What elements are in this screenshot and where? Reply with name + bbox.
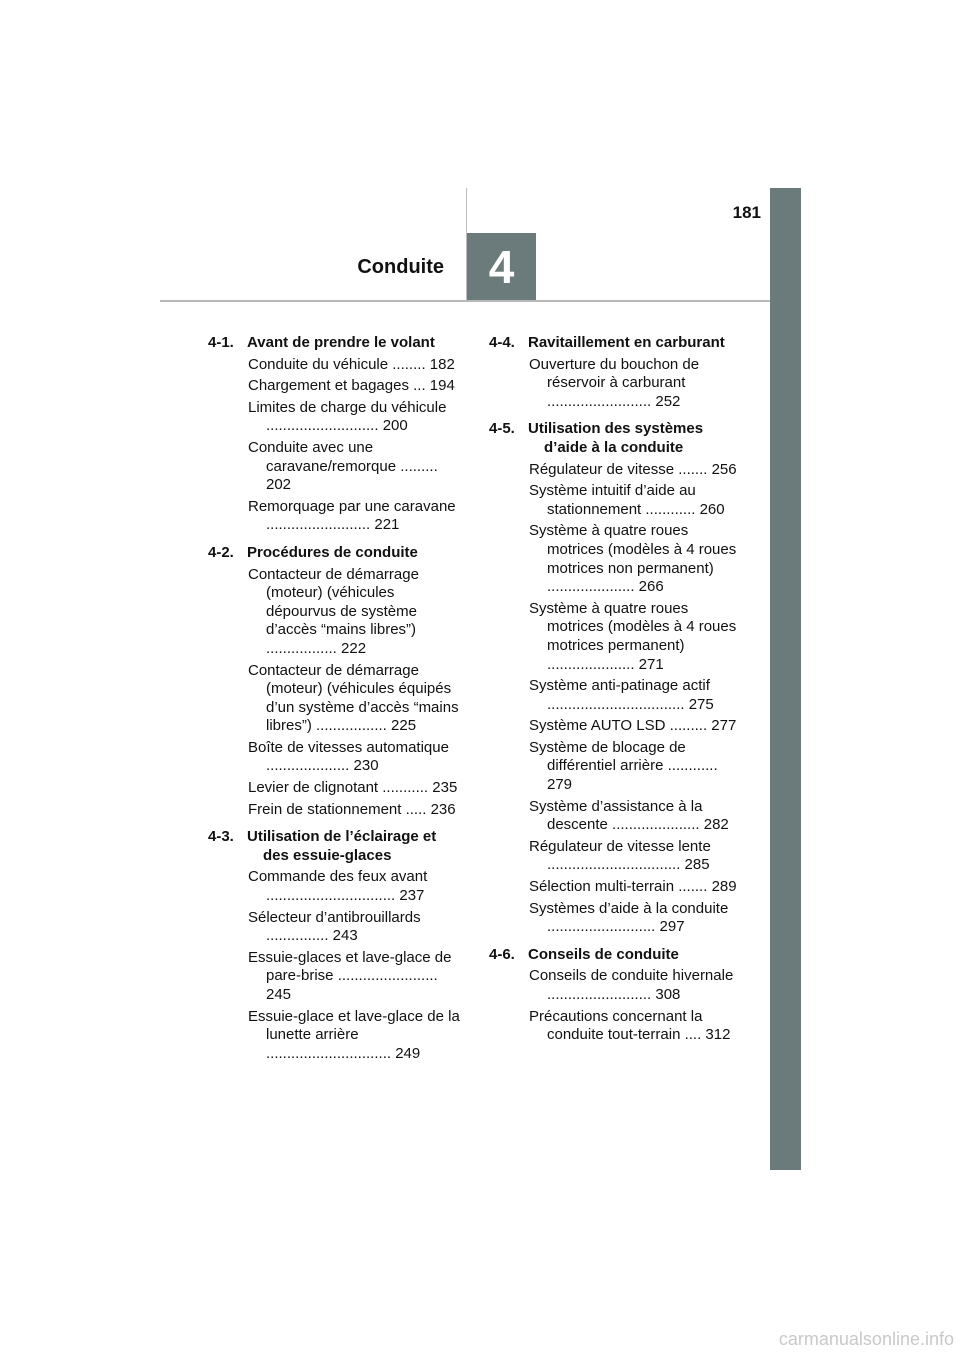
toc-section [208, 828, 460, 865]
section-number: 4-6. [489, 945, 515, 963]
toc-section [489, 946, 741, 965]
section-number: 4-2. [208, 543, 234, 561]
chapter-side-tab [770, 188, 801, 1170]
toc-entry[interactable]: Essuie-glace et lave-glace de la lunette arrière .............................. 249 [248, 1007, 460, 1062]
toc-entry[interactable]: Système AUTO LSD ......... 277 [529, 717, 737, 735]
toc-entry[interactable]: Régulateur de vitesse ....... 256 [529, 460, 737, 478]
toc-entry[interactable]: Chargement et bagages ... 194 [248, 377, 455, 395]
toc-entry[interactable]: Conduite avec une caravane/remorque ......... 202 [248, 438, 438, 494]
toc-column-left [208, 334, 460, 1072]
toc-entry[interactable]: Système d’assistance à la descente ..................... 282 [529, 797, 729, 834]
toc-entry[interactable]: Conduite du véhicule ........ 182 [248, 355, 455, 373]
toc-entry[interactable]: Sélection multi-terrain ....... 289 [529, 878, 737, 896]
toc-section [489, 420, 741, 457]
toc-entry[interactable]: Conseils de conduite hivernale ......................... 308 [529, 967, 734, 1003]
section-number: 4-5. [489, 420, 515, 438]
toc-section [489, 334, 741, 353]
toc-column-right [489, 334, 741, 1054]
toc-entry[interactable]: Remorquage par une caravane ......................... 221 [248, 497, 456, 534]
toc-entry[interactable]: Commande des feux avant ............................... 237 [248, 868, 428, 905]
toc-section [208, 334, 460, 353]
toc-entry[interactable]: Système anti-patinage actif ................................. 275 [529, 677, 714, 713]
toc-entry[interactable]: Précautions concernant la conduite tout-terrain .... 312 [529, 1007, 731, 1044]
chapter-number: 4 [488, 240, 515, 293]
toc-entry[interactable]: Système à quatre roues motrices (modèles à 4 roues motrices non permanent) ..................... 266 [529, 522, 737, 596]
toc-entry[interactable]: Système à quatre roues motrices (modèles à 4 roues motrices permanent) ..................... 271 [529, 599, 737, 673]
toc-entry[interactable]: Levier de clignotant ........... 235 [248, 779, 458, 797]
section-title[interactable]: Utilisation de l’éclairage et des essuie-glaces [247, 828, 437, 864]
section-number: 4-1. [208, 334, 234, 351]
toc-entry[interactable]: Sélecteur d’antibrouillards ............... 243 [248, 908, 421, 945]
toc-entry[interactable]: Limites de charge du véhicule ........................... 200 [248, 398, 447, 435]
section-number: 4-4. [489, 334, 515, 351]
section-number: 4-3. [208, 828, 234, 846]
section-title[interactable]: Procédures de conduite [247, 543, 418, 561]
toc-section [208, 544, 460, 563]
toc-entry[interactable]: Frein de stationnement ..... 236 [248, 800, 456, 818]
section-title[interactable]: Utilisation des systèmes d’aide à la conduite [528, 420, 704, 456]
toc-entry[interactable]: Boîte de vitesses automatique .................... 230 [248, 738, 449, 775]
toc-entry[interactable]: Systèmes d’aide à la conduite .......................... 297 [529, 899, 729, 936]
section-title[interactable]: Ravitaillement en carburant [528, 334, 725, 351]
toc-entry[interactable]: Essuie-glaces et lave-glace de pare-brise ........................ 245 [248, 948, 452, 1003]
toc-entry[interactable]: Contacteur de démarrage (moteur) (véhicules équipés d’un système d’accès “mains libres”) ................. 225 [248, 661, 459, 735]
toc-entry[interactable]: Régulateur de vitesse lente ................................ 285 [529, 837, 711, 874]
section-title[interactable]: Conseils de conduite [528, 945, 679, 963]
chapter-number-box [467, 233, 536, 300]
page-number: 181 [732, 203, 761, 222]
toc-entry[interactable]: Contacteur de démarrage (moteur) (véhicules dépourvus de système d’accès “mains libres”) ................. 222 [248, 565, 419, 657]
toc-entry[interactable]: Système intuitif d’aide au stationnement ............ 260 [529, 482, 725, 518]
watermark: carmanualsonline.info [778, 1329, 954, 1349]
section-title[interactable]: Avant de prendre le volant [247, 334, 435, 351]
toc-entry[interactable]: Système de blocage de différentiel arrière ............ 279 [529, 738, 718, 794]
toc-entry[interactable]: Ouverture du bouchon de réservoir à carburant ......................... 252 [529, 355, 700, 410]
chapter-title: Conduite [357, 256, 444, 278]
header-divider-horizontal [160, 300, 770, 302]
